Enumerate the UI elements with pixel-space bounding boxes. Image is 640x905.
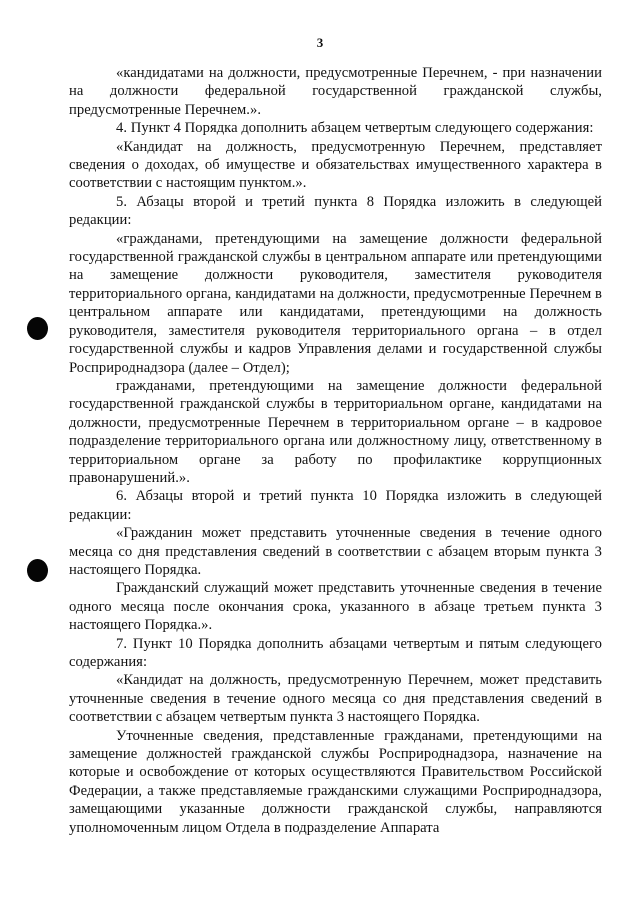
paragraph-territorial-body: гражданами, претендующими на замещение должности федеральной государственной гражданской службы в территориальном органе, кандидатами на должности, предусмотренные Перечнем в территориальном органе – в кадровое подразделение территориального органа или должностному лицу, ответственному в территориальном органе за работу по профилактике коррупционных правонарушений.». bbox=[69, 377, 602, 486]
paragraph-candidate-submits: «Кандидат на должность, предусмотренную Перечнем, представляет сведения о доходах, об имуществе и обязательствах имущественного характера в соответствии с настоящим пунктом.». bbox=[69, 138, 602, 192]
paragraph-central-apparatus: «гражданами, претендующими на замещение должности федеральной государственной гражданской службы в центральном аппарате или претендующими на замещение должности руководителя, заместителя руководителя территориального органа, кандидатами на должности, предусмотренные Перечнем в центральном аппарате или кандидатами, претендующими на должность руководителя, заместителя руководителя территориального органа – в отдел государственной службы и кадров Управления делами и государственной службы Росприроднадзора (далее – Отдел); bbox=[69, 230, 602, 376]
paragraph-item-4: 4. Пункт 4 Порядка дополнить абзацем четвертым следующего содержания: bbox=[116, 120, 594, 137]
paragraph-clarified-routing: Уточненные сведения, представленные гражданами, претендующими на замещение должностей гражданской службы Росприроднадзора, назначение на которые и освобождение от которых осуществляются Правительством Российской Федерации, а также представляемые гражданскими служащими Росприроднадзора, замещающими указанные должности гражданской службы, направляются уполномоченным лицом Отдела в подразделение Аппарата bbox=[69, 727, 602, 836]
document-body bbox=[69, 64, 602, 837]
paragraph-servant-clarified: Гражданский служащий может представить уточненные сведения в течение одного месяца после окончания срока, указанного в абзаце третьем пункта 3 настоящего Порядка.». bbox=[69, 580, 602, 634]
paragraph-candidates-clause: «кандидатами на должности, предусмотренные Перечнем, - при назначении на должности федеральной государственной гражданской службы, предусмотренные Перечнем.». bbox=[69, 65, 602, 118]
paragraph-item-7: 7. Пункт 10 Порядка дополнить абзацами четвертым и пятым следующего содержания: bbox=[69, 635, 602, 670]
paragraph-item-6: 6. Абзацы второй и третий пункта 10 Порядка изложить в следующей редакции: bbox=[69, 488, 602, 523]
paragraph-candidate-clarified: «Кандидат на должность, предусмотренную Перечнем, может представить уточненные сведения в течение одного месяца со дня представления сведений в соответствии с абзацем четвертым пункта 3 настоящего Порядка. bbox=[69, 672, 602, 726]
page-number: 3 bbox=[316, 35, 324, 50]
punch-hole-upper bbox=[27, 317, 48, 340]
paragraph-item-5: 5. Абзацы второй и третий пункта 8 Порядка изложить в следующей редакции: bbox=[69, 193, 602, 229]
punch-hole-lower bbox=[27, 559, 48, 582]
paragraph-citizen-clarified: «Гражданин может представить уточненные сведения в течение одного месяца со дня представления сведений в соответствии с абзацем вторым пункта 3 настоящего Порядка. bbox=[69, 525, 602, 578]
